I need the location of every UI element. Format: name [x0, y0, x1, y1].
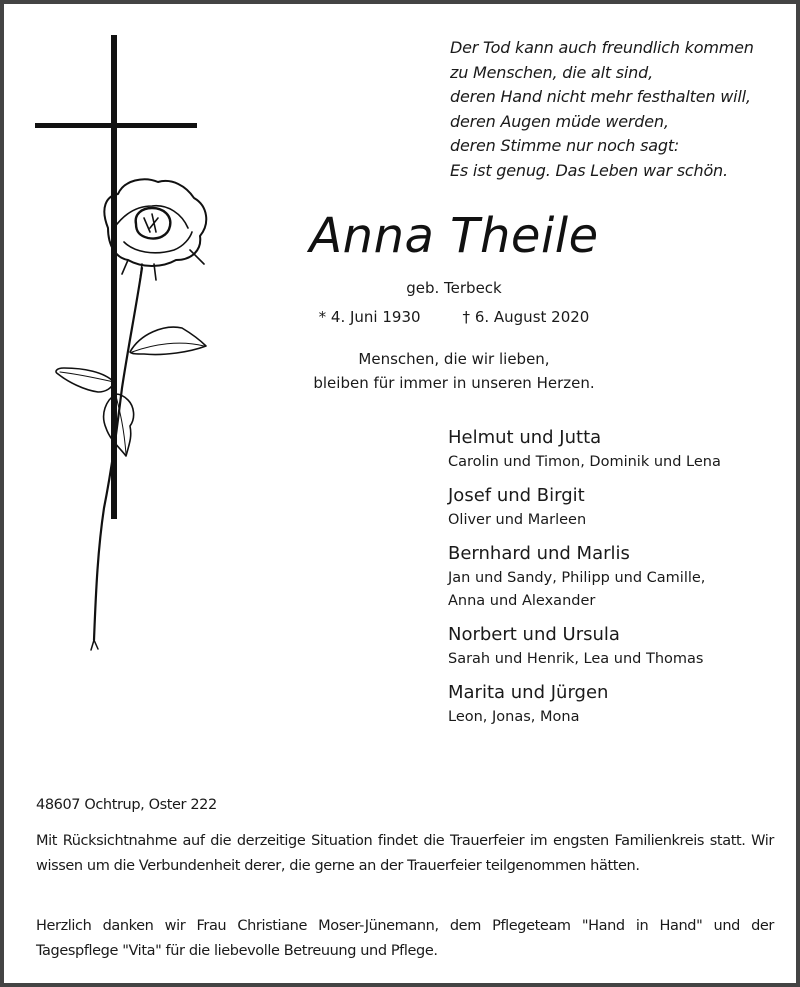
family-members: Anna und Alexander — [448, 593, 596, 609]
family-group — [448, 483, 788, 532]
birth-date: * 4. Juni 1930 — [318, 308, 421, 326]
poem-line: deren Hand nicht mehr festhalten will, — [450, 87, 751, 106]
family-head: Bernhard und Marlis — [448, 543, 630, 564]
family-group — [448, 680, 788, 729]
family-head: Josef und Birgit — [448, 485, 585, 506]
poem-line: Es ist genug. Das Leben war schön. — [450, 160, 728, 180]
quote-line: Menschen, die wir lieben, — [358, 350, 550, 368]
rose-icon — [56, 179, 206, 650]
mourners-list — [448, 425, 788, 738]
family-head: Marita und Jürgen — [448, 682, 609, 703]
memorial-quote — [274, 347, 634, 395]
family-members: Oliver und Marleen — [448, 512, 587, 528]
poem — [450, 36, 754, 183]
maiden-name: geb. Terbeck — [406, 279, 502, 297]
family-group — [448, 622, 788, 671]
cross-icon — [35, 35, 197, 519]
family-members: Sarah und Henrik, Lea und Thomas — [448, 651, 704, 667]
deceased-name: Anna Theile — [309, 208, 599, 264]
family-members: Jan und Sandy, Philipp und Camille, — [448, 570, 706, 586]
family-members: Leon, Jonas, Mona — [448, 709, 580, 725]
death-date: † 6. August 2020 — [462, 308, 590, 326]
family-head: Helmut und Jutta — [448, 427, 602, 448]
family-members: Carolin und Timon, Dominik und Lena — [448, 454, 721, 470]
poem-line: deren Augen müde werden, — [450, 111, 669, 131]
thanks-note: Herzlich danken wir Frau Christiane Moser-Jünemann, dem Pflegeteam "Hand in Hand" und der Tagespflege "Vita" für die liebevolle Betreuung und Pflege. — [36, 918, 774, 959]
family-group — [448, 425, 788, 474]
quote-line: bleiben für immer in unseren Herzen. — [313, 374, 595, 392]
family-head: Norbert und Ursula — [448, 624, 620, 645]
poem-line: Der Tod kann auch freundlich kommen — [450, 38, 754, 57]
family-group — [448, 541, 788, 613]
life-dates — [274, 306, 634, 328]
poem-line: deren Stimme nur noch sagt: — [450, 136, 680, 155]
address: 48607 Ochtrup, Oster 222 — [36, 797, 217, 813]
cross-with-rose-illustration — [24, 28, 264, 688]
poem-line: zu Menschen, die alt sind, — [450, 62, 653, 82]
funeral-notice: Mit Rücksichtnahme auf die derzeitige Situation findet die Trauerfeier im engsten Familienkreis statt. Wir wissen um die Verbundenheit derer, die gerne an der Trauerfeier teilgenommen hätten. — [36, 833, 774, 874]
